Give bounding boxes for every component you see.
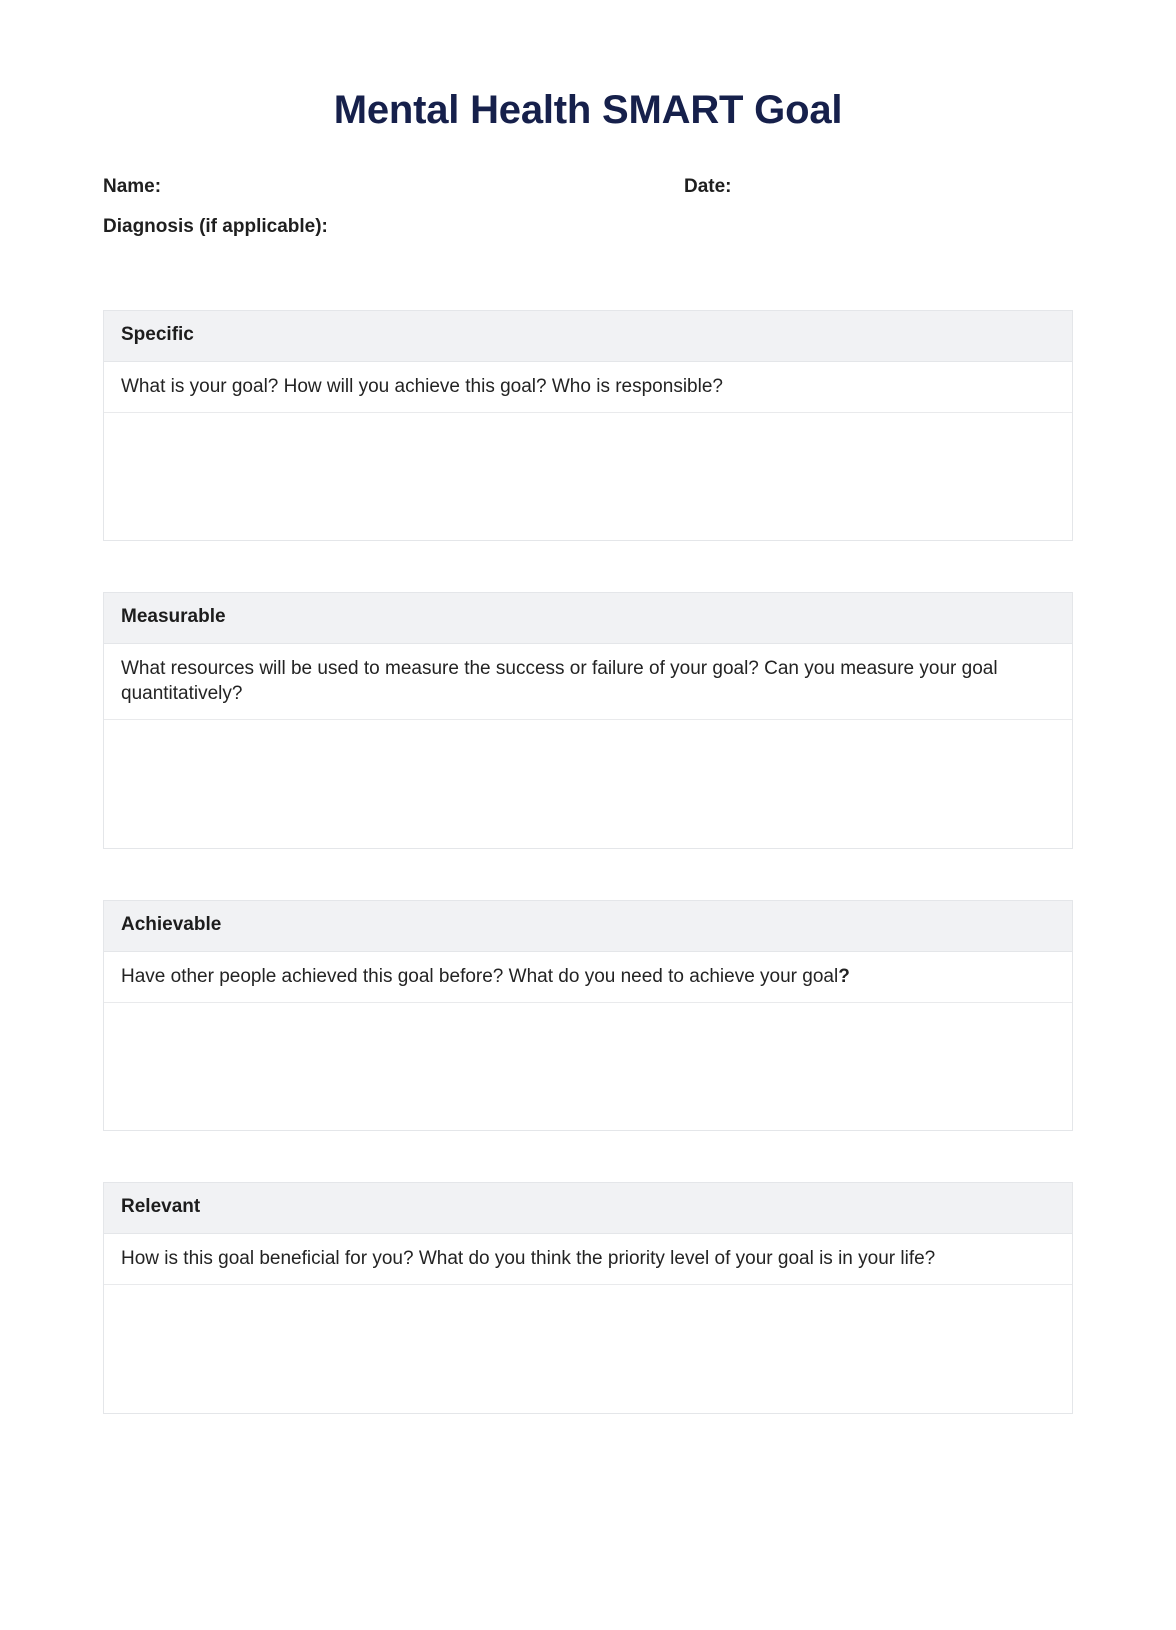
section-specific [103,310,1073,541]
section-achievable-header: Achievable [104,901,1072,952]
smart-goal-sections [103,310,1073,1414]
section-specific-prompt [104,362,1072,413]
patient-meta-block [103,176,1073,250]
section-achievable-prompt-text: Have other people achieved this goal before? What do you need to achieve your goal [121,965,839,987]
date-label: Date: [684,176,732,197]
section-relevant [103,1182,1073,1414]
section-relevant-prompt-text: How is this goal beneficial for you? What do you think the priority level of your goal is in your life? [121,1247,936,1269]
section-relevant-header: Relevant [104,1183,1072,1234]
section-achievable-prompt [104,952,1072,1003]
diagnosis-label: Diagnosis (if applicable): [103,216,328,237]
section-measurable [103,592,1073,849]
diagnosis-row [103,216,1073,250]
section-achievable [103,900,1073,1131]
section-specific-header: Specific [104,311,1072,362]
section-measurable-header: Measurable [104,593,1072,644]
section-measurable-prompt-text: What resources will be used to measure the success or failure of your goal? Can you measure your goal quantitatively? [121,657,998,704]
section-specific-answer-field[interactable] [104,413,1072,541]
name-label: Name: [103,176,162,197]
section-specific-prompt-text: What is your goal? How will you achieve this goal? Who is responsible? [121,375,723,397]
section-relevant-answer-field[interactable] [104,1285,1072,1414]
section-measurable-prompt [104,644,1072,720]
page-title: Mental Health SMART Goal [333,88,843,132]
name-date-row [103,176,1073,216]
section-relevant-prompt [104,1234,1072,1285]
section-measurable-answer-field[interactable] [104,720,1072,849]
section-achievable-prompt-bold: ? [838,965,850,987]
section-achievable-answer-field[interactable] [104,1003,1072,1131]
